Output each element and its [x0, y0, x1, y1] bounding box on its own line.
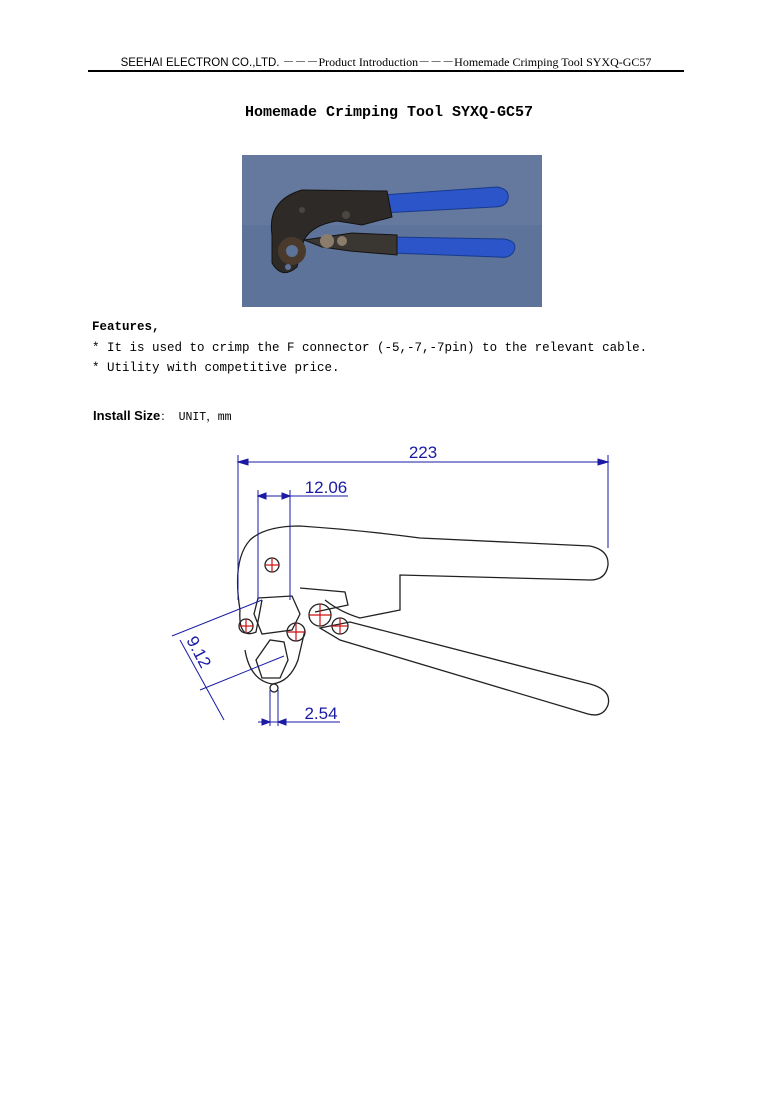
page-header	[88, 54, 684, 72]
tool-outline	[238, 526, 609, 715]
header-separator: －－－	[418, 55, 455, 69]
product-photo	[242, 155, 542, 307]
header-product: Homemade Crimping Tool SYXQ-GC57	[454, 55, 652, 69]
header-section: Product Introduction	[318, 55, 419, 69]
install-size-heading: Install Size	[93, 408, 161, 423]
dimension-drawing	[150, 440, 630, 740]
dim-hex-size: 9.12	[182, 632, 215, 672]
feature-item: * Utility with competitive price.	[92, 361, 340, 375]
dim-jaw-width: 12.06	[304, 478, 348, 497]
dim-total-length: 223	[408, 443, 438, 462]
install-size-label	[93, 408, 232, 424]
install-size-unit: ： UNIT，mm	[160, 411, 232, 424]
feature-item: * It is used to crimp the F connector (-5,-7,-7pin) to the relevant cable.	[92, 341, 648, 355]
header-separator: －－－	[282, 55, 319, 69]
features-heading: Features,	[92, 320, 160, 334]
dim-pin-size: 2.54	[304, 704, 338, 723]
header-company: SEEHAI ELECTRON CO.,LTD.	[120, 57, 280, 69]
features-section	[92, 320, 647, 378]
page-title: Homemade Crimping Tool SYXQ-GC57	[244, 104, 534, 121]
